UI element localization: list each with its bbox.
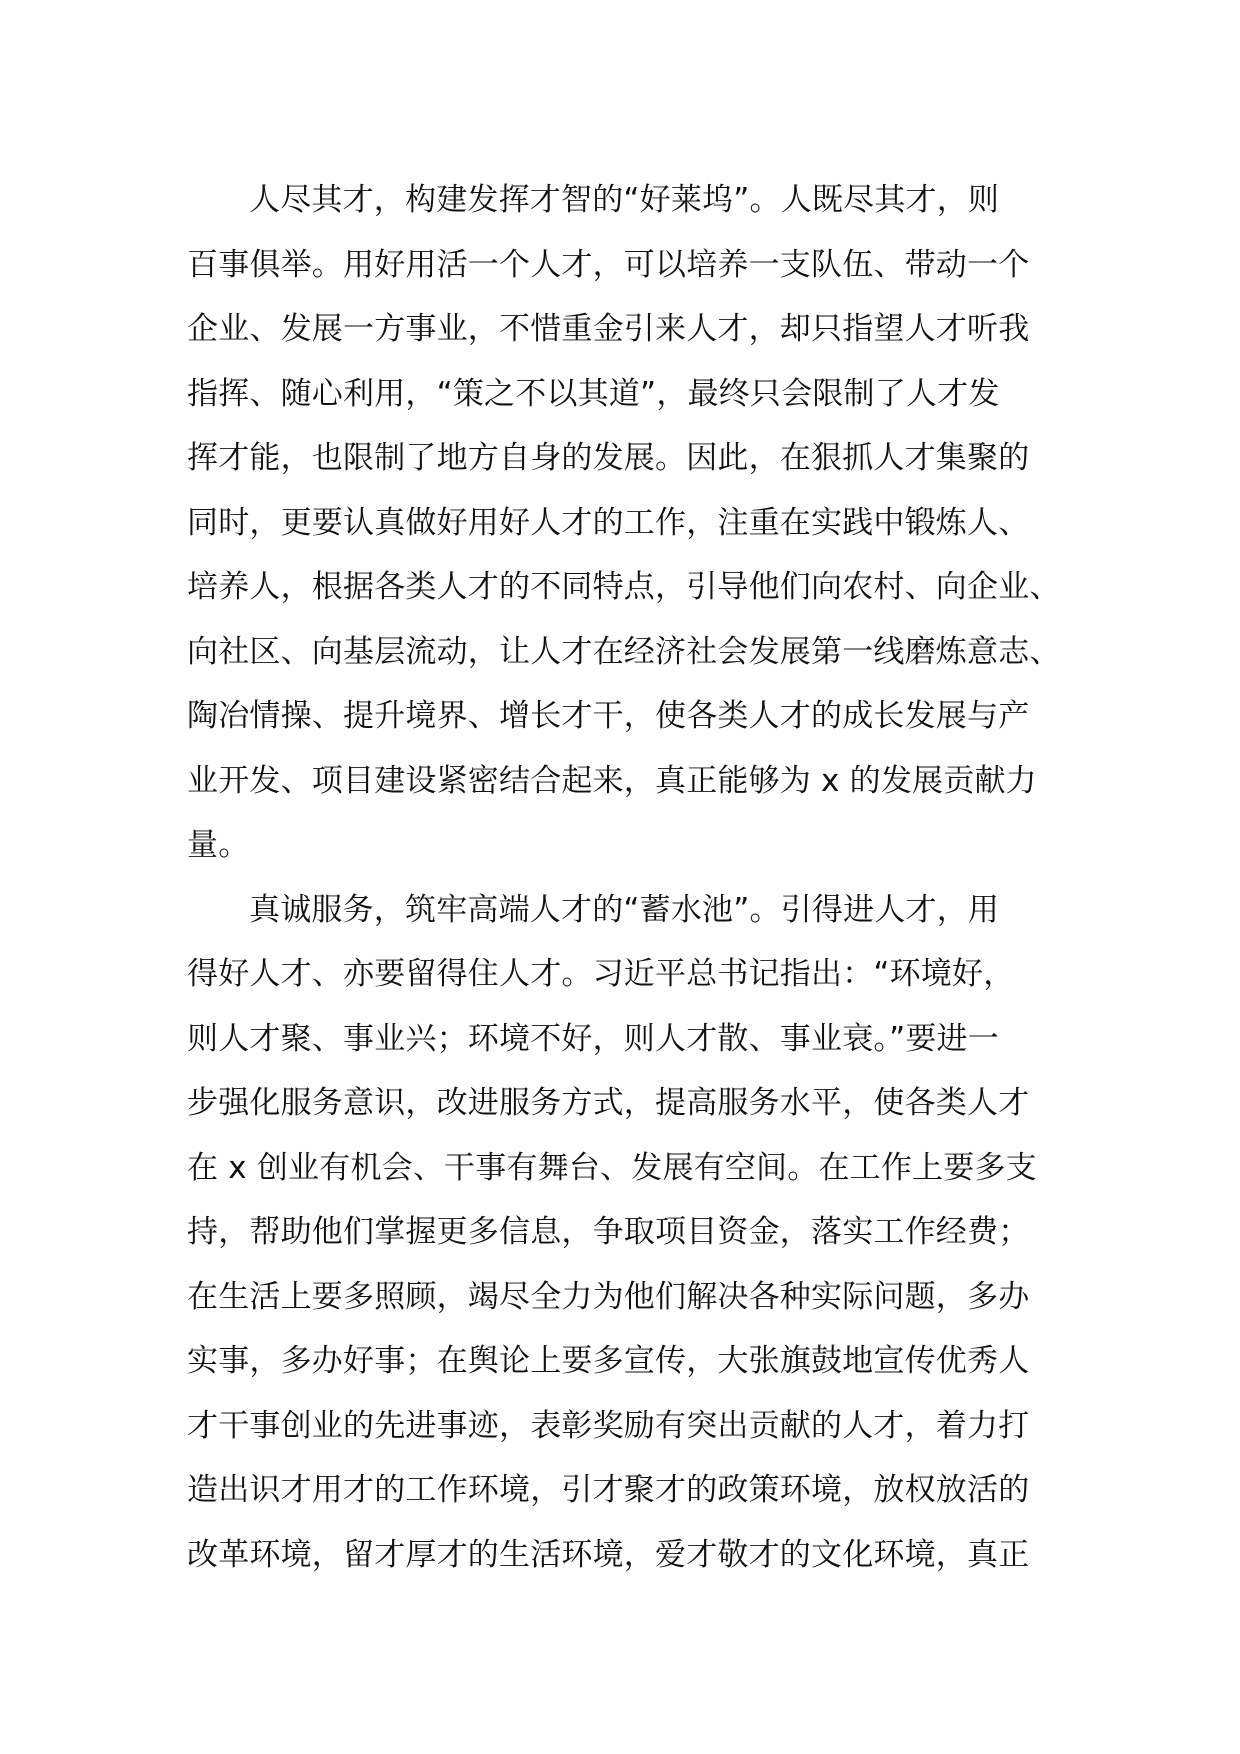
text-line: 业开发、项目建设紧密结合起来，真正能够为 x 的发展贡献力 [187,762,1037,799]
text-line: 改革环境，留才厚才的生活环境，爱才敬才的文化环境，真正 [187,1536,1030,1573]
text-line: 企业、发展一方事业，不惜重金引来人才，却只指望人才听我 [187,311,1030,347]
text-line: 培养人，根据各类人才的不同特点，引导他们向农村、向企业、 [187,569,1061,605]
text-line: 挥才能，也限制了地方自身的发展。因此，在狠抓人才集聚的 [187,440,1030,476]
text-line: 陶冶情操、提升境界、增长才干，使各类人才的成长发展与产 [187,698,1030,734]
text-line: 在 x 创业有机会、干事有舞台、发展有空间。在工作上要多支 [187,1149,1037,1186]
text-line: 步强化服务意识，改进服务方式，提高服务水平，使各类人才 [187,1085,1030,1121]
text-line: 得好人才、亦要留得住人才。习近平总书记指出：“环境好， [187,956,1015,992]
text-line: 量。 [187,827,250,863]
text-line: 在生活上要多照顾，竭尽全力为他们解决各种实际问题，多办 [187,1278,1030,1315]
text-line: 百事俱举。用好用活一个人才，可以培养一支队伍、带动一个 [187,246,1030,283]
text-line: 指挥、随心利用，“策之不以其道”，最终只会限制了人才发 [187,375,1000,412]
text-line: 实事，多办好事；在舆论上要多宣传，大张旗鼓地宣传优秀人 [187,1343,1030,1379]
text-line: 人尽其才，构建发挥才智的“好莱坞”。人既尽其才，则 [249,182,1000,218]
paragraph-talent-service [187,878,1067,1588]
text-line: 持，帮助他们掌握更多信息，争取项目资金，落实工作经费； [187,1214,1030,1250]
text-line: 真诚服务，筑牢高端人才的“蓄水池”。引得进人才，用 [249,891,1000,928]
text-line: 才干事创业的先进事迹，表彰奖励有突出贡献的人才，着力打 [187,1407,1030,1444]
text-line: 造出识才用才的工作环境，引才聚才的政策环境，放权放活的 [187,1472,1030,1508]
paragraph-talent-use [187,168,1067,878]
text-line: 同时，更要认真做好用好人才的工作，注重在实践中锻炼人、 [187,504,1030,541]
text-line: 向社区、向基层流动，让人才在经济社会发展第一线磨炼意志、 [187,633,1061,670]
document-body [187,168,1067,1587]
text-line: 则人才聚、事业兴；环境不好，则人才散、事业衰。”要进一 [187,1020,999,1057]
